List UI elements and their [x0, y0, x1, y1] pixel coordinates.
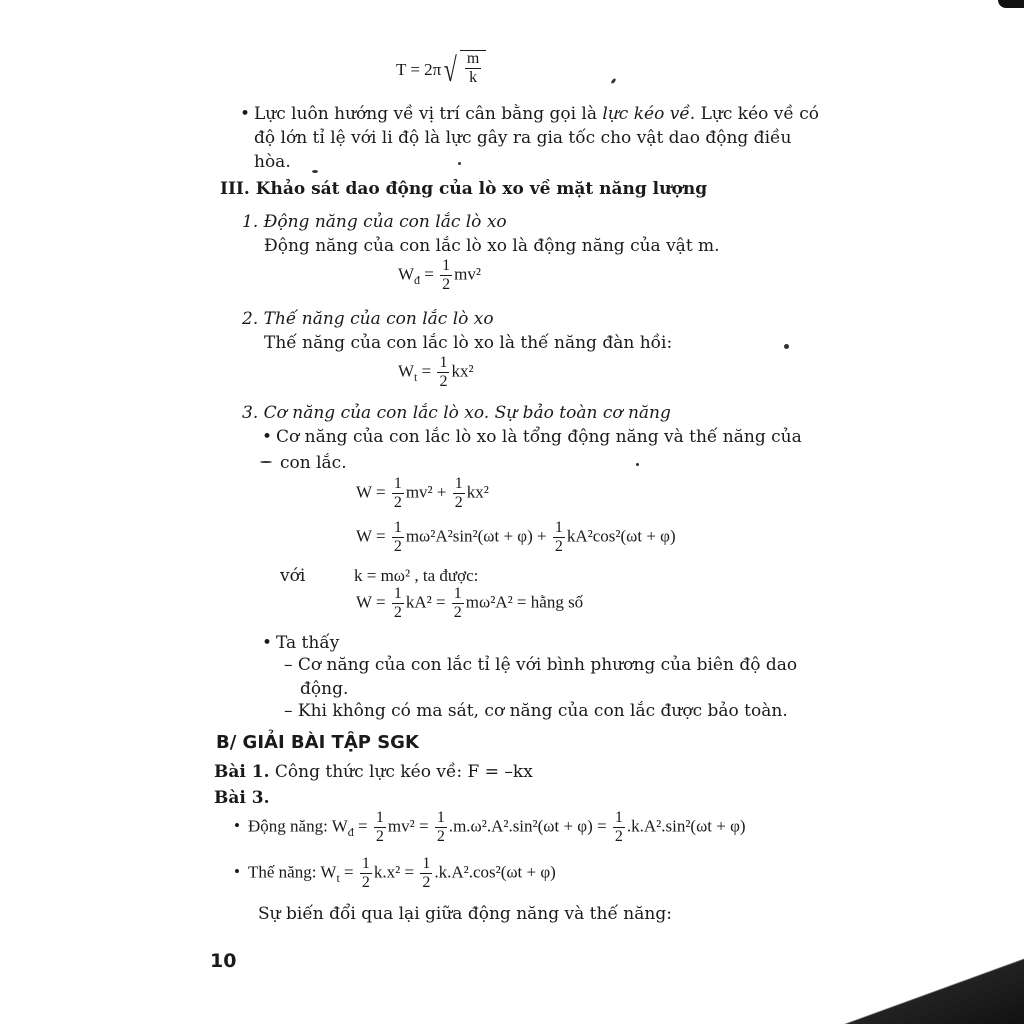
frac-num: 1 [554, 519, 563, 536]
bullet-icon: • [262, 427, 273, 447]
formula-kinetic-energy [398, 258, 481, 293]
formula-text: = [420, 264, 439, 284]
speck [610, 78, 616, 85]
subsection-title: 2. Thế năng của con lắc lò xo [242, 309, 494, 329]
frac-num: 1 [361, 855, 370, 872]
frac-num: 1 [375, 809, 384, 826]
paragraph-line: động. [300, 679, 349, 699]
frac-num: 1 [614, 809, 623, 826]
formula-text: mv² + [405, 482, 451, 502]
formula-text: W = [356, 482, 390, 502]
text: Lực luôn hướng về vị trí cân bằng gọi là [254, 104, 603, 124]
paragraph-line: độ lớn tỉ lệ với li độ là lực gây ra gia tốc cho vật dao động điều [254, 128, 792, 148]
formula-text: .k.A².sin²(ωt + φ) [626, 816, 746, 836]
italic-term: lực kéo về [602, 104, 690, 124]
frac-num: m [466, 50, 480, 67]
subscript: t [414, 369, 418, 384]
paragraph-line: với [280, 566, 306, 586]
formula-text: kA² = [405, 592, 450, 612]
formula-text: kx² [451, 361, 474, 381]
formula-mechanical-energy-expanded [356, 520, 676, 555]
frac-num: 1 [453, 585, 462, 602]
frac-den: 2 [554, 538, 563, 555]
formula-text: kx² [466, 482, 489, 502]
text: Công thức lực kéo về: F = –kx [269, 762, 533, 782]
frac-num: 1 [442, 257, 451, 274]
bullet-icon: • [234, 816, 240, 836]
frac-num: 1 [393, 519, 402, 536]
text: Động năng: [248, 816, 332, 836]
formula-text: W [398, 361, 415, 381]
section-heading: B/ GIẢI BÀI TẬP SGK [216, 732, 419, 753]
speck [784, 344, 789, 349]
formula-mechanical-energy [356, 476, 489, 511]
formula-text: k.x² = [373, 862, 419, 882]
frac-num: 1 [393, 585, 402, 602]
paragraph-line: hòa. [254, 152, 291, 172]
frac-den: 2 [442, 276, 451, 293]
frac-den: 2 [375, 828, 384, 845]
page-number: 10 [210, 950, 237, 972]
frac-den: 2 [436, 828, 445, 845]
paragraph-line: – Cơ năng của con lắc tỉ lệ với bình phương của biên độ dao [284, 655, 798, 675]
frac-den: k [469, 69, 478, 86]
subsection-title: 3. Cơ năng của con lắc lò xo. Sự bảo toàn cơ năng [242, 403, 671, 423]
formula-text: .k.A².cos²(ωt + φ) [434, 862, 556, 882]
bullet-icon: • [234, 862, 240, 882]
speck [312, 170, 318, 173]
text: . Lực kéo về có [689, 104, 819, 124]
frac-num: 1 [393, 475, 402, 492]
frac-num: 1 [454, 475, 463, 492]
formula-text: mv² [454, 264, 481, 284]
frac-den: 2 [454, 494, 463, 511]
exercise-label: Bài 3. [214, 788, 270, 808]
bullet-icon: • [240, 104, 251, 124]
frac-den: 2 [422, 874, 431, 891]
formula-k: k = mω² , ta được: [354, 566, 479, 585]
formula-potential-energy [398, 355, 474, 390]
speck [636, 463, 639, 466]
page-edge-shadow [998, 0, 1024, 8]
frac-den: 2 [393, 494, 402, 511]
section-heading: III. Khảo sát dao động của lò xo về mặt năng lượng [220, 179, 708, 199]
text: Thế năng: [248, 862, 321, 882]
text: Cơ năng của con lắc lò xo là tổng động năng và thế năng của [276, 427, 802, 447]
frac-num: 1 [436, 809, 445, 826]
speck [260, 461, 272, 463]
paragraph-line [262, 426, 802, 448]
subsection-title: 1. Động năng của con lắc lò xo [242, 212, 507, 232]
exercise-1 [214, 761, 533, 783]
paragraph-line: con lắc. [280, 453, 347, 473]
frac-num: 1 [439, 354, 448, 371]
bullet-icon: • [262, 633, 273, 653]
paragraph-line [262, 632, 339, 654]
subscript: đ [347, 824, 354, 839]
speck [458, 162, 461, 165]
frac-den: 2 [614, 828, 623, 845]
formula-mechanical-energy-constant [356, 586, 583, 621]
formula-text: W = [356, 526, 390, 546]
formula-text: mv² = [387, 816, 433, 836]
formula-text: W [331, 816, 348, 836]
frac-den: 2 [361, 874, 370, 891]
paragraph-line: Sự biến đổi qua lại giữa động năng và thế năng: [258, 904, 672, 924]
paragraph-line: – Khi không có ma sát, cơ năng của con lắc được bảo toàn. [284, 701, 788, 721]
paragraph-line: Thế năng của con lắc lò xo là thế năng đàn hồi: [264, 333, 673, 353]
frac-den: 2 [439, 373, 448, 390]
frac-den: 2 [453, 604, 462, 621]
formula-text: = [417, 361, 436, 381]
formula-text: mω²A²sin²(ωt + φ) + [405, 526, 551, 546]
paragraph-line [240, 103, 819, 125]
subscript: t [336, 870, 340, 885]
text: Ta thấy [276, 633, 340, 653]
formula-text: W [320, 862, 337, 882]
formula-text: kA²cos²(ωt + φ) [566, 526, 676, 546]
subscript: đ [414, 272, 421, 287]
formula-period [396, 50, 486, 92]
formula-text: .m.ω².A².sin²(ωt + φ) = [448, 816, 611, 836]
frac-den: 2 [393, 538, 402, 555]
formula-text: W = [356, 592, 390, 612]
formula-potential-energy-solution: • Thế năng: $W_t$ = $\frac{1}{2}$ k.x² = $\frac{1}{2}$ .k.A².cos²(ωt + φ) [234, 855, 556, 891]
formula-kinetic-energy-solution: • Động năng: $W_đ$ = $\frac{1}{2}$ mv² = $\frac{1}{2}$ .m.ω².A².sin²(ωt + φ) = $\frac{1}{2}$ .k.A².sin²(ωt + φ) [234, 809, 746, 845]
exercise-label: Bài 1. [214, 762, 270, 782]
frac-num: 1 [422, 855, 431, 872]
formula-text: mω²A² = hằng số [465, 592, 584, 612]
sqrt-sign: √ $\frac{m}{k}$ [441, 50, 486, 92]
paragraph-line: Động năng của con lắc lò xo là động năng của vật m. [264, 236, 720, 256]
formula-text: T = 2π [396, 59, 442, 79]
formula-text: W [398, 264, 415, 284]
page-corner-shadow [814, 954, 1024, 1024]
frac-den: 2 [393, 604, 402, 621]
